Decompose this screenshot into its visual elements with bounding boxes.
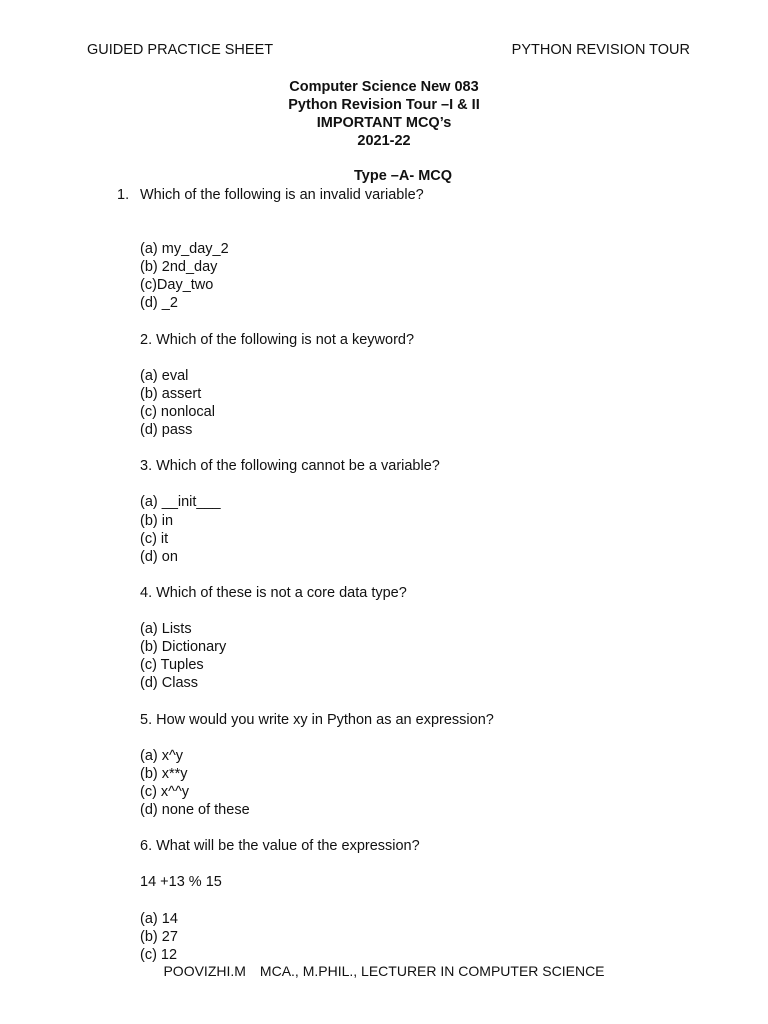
questions-body (140, 222, 494, 964)
option: (b) in (140, 512, 174, 529)
question-1 (117, 186, 424, 204)
option: (d) _2 (140, 295, 178, 312)
option: (d) Class (140, 675, 199, 692)
option: (d) none of these (140, 802, 250, 818)
header-right: PYTHON REVISION TOUR (511, 42, 690, 58)
question-text: Which of the following is an invalid variable? (140, 187, 424, 203)
option: (a) __init___ (140, 494, 221, 511)
option: (b) x**y (140, 765, 188, 782)
header-left: GUIDED PRACTICE SHEET (87, 42, 274, 58)
footer (0, 963, 768, 979)
sheet-title: IMPORTANT MCQ’s (316, 115, 452, 131)
title-block (0, 78, 768, 150)
question-6-expression: 14 +13 % 15 (140, 874, 222, 891)
session-year: 2021-22 (357, 133, 411, 149)
question-number: 1. (117, 187, 130, 203)
option: (d) pass (140, 422, 193, 439)
question-3-text: 3. Which of the following cannot be a variable? (140, 458, 440, 475)
option: (c) it (140, 530, 169, 547)
option: (a) Lists (140, 621, 192, 638)
option: (a) eval (140, 367, 189, 384)
option: (d) on (140, 548, 178, 565)
section-title: Type –A- MCQ (354, 168, 453, 184)
footer-credentials: MCA., M.PHIL., LECTURER IN COMPUTER SCIENCE (259, 963, 605, 979)
question-4-text: 4. Which of these is not a core data type? (140, 584, 407, 601)
question-6-text: 6. What will be the value of the expression? (140, 838, 420, 855)
option: (b) 2nd_day (140, 259, 218, 276)
footer-author: POOVIZHI.M (163, 963, 246, 979)
unit-title: Python Revision Tour –I & II (288, 97, 480, 113)
option: (c) x^^y (140, 783, 190, 800)
option: (a) my_day_2 (140, 241, 229, 258)
option: (c)Day_two (140, 277, 214, 294)
option: (c) 12 (140, 946, 178, 963)
option: (c) nonlocal (140, 403, 215, 420)
option: (a) 14 (140, 910, 178, 927)
course-title: Computer Science New 083 (289, 79, 479, 95)
option: (b) assert (140, 385, 202, 402)
question-5-text: 5. How would you write xy in Python as an expression? (140, 711, 494, 728)
question-2-text: 2. Which of the following is not a keyword? (140, 331, 415, 348)
option: (b) Dictionary (140, 639, 227, 656)
option: (b) 27 (140, 928, 178, 945)
option: (c) Tuples (140, 657, 204, 674)
option: (a) x^y (140, 747, 184, 764)
